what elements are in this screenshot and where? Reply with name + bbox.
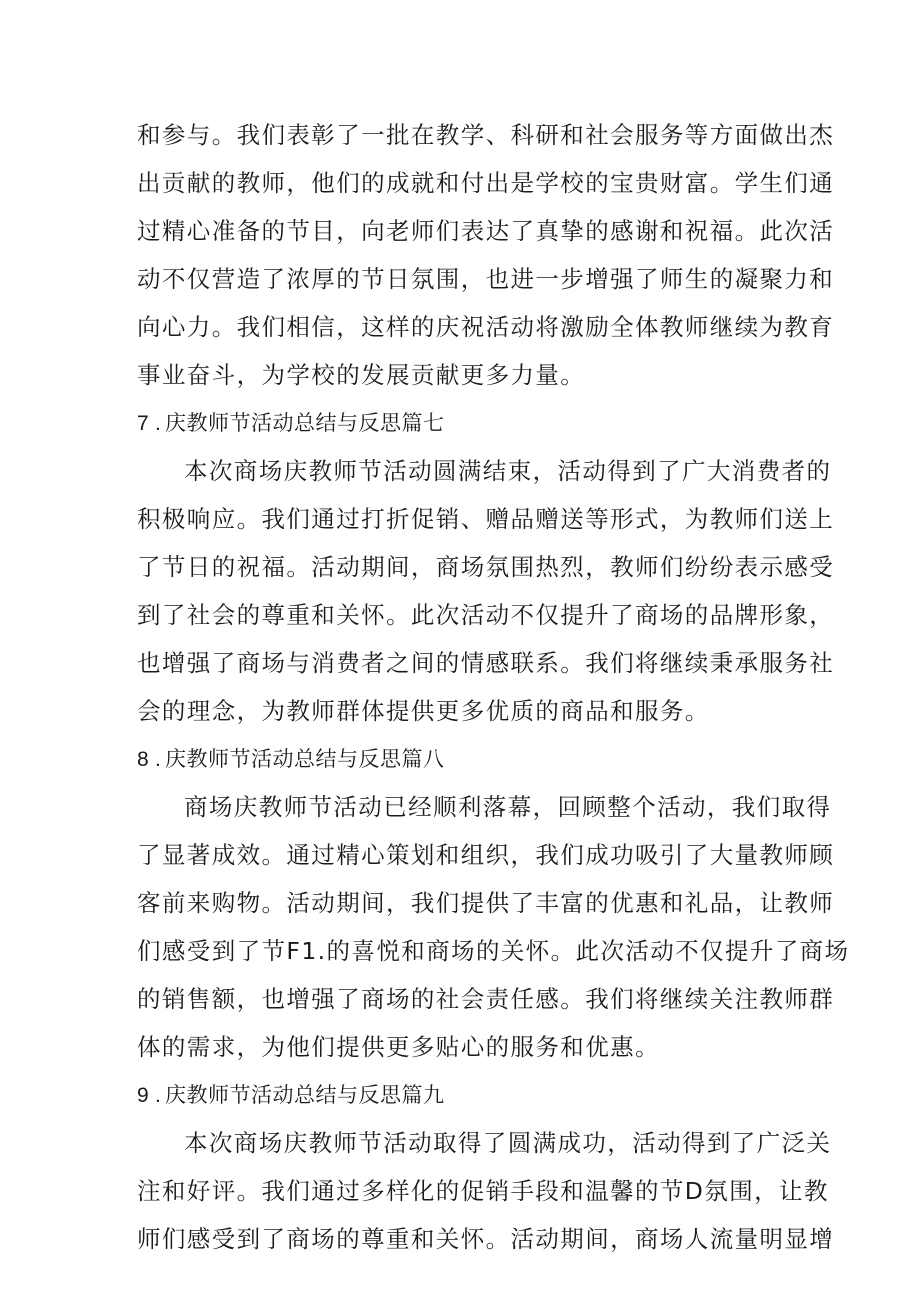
paragraph-line: 出贡献的教师，他们的成就和付出是学校的宝贵财富。学生们通 (137, 169, 835, 197)
section-title: 庆教师节活动总结与反思篇九 (165, 1083, 445, 1107)
paragraph-line: 到了社会的尊重和关怀。此次活动不仅提升了商场的品牌形象， (137, 601, 835, 629)
paragraph-line: 们感受到了节F1.的喜悦和商场的关怀。此次活动不仅提升了商场 (137, 937, 850, 965)
paragraph-line: 的销售额，也增强了商场的社会责任感。我们将继续关注教师群 (137, 985, 835, 1013)
section-number: 8 (137, 748, 150, 771)
paragraph-line: 向心力。我们相信，这样的庆祝活动将激励全体教师继续为教育 (137, 313, 835, 341)
section6-tail (137, 111, 835, 399)
section-number-dot: . (155, 1084, 162, 1107)
section-8 (137, 735, 850, 1071)
section-heading (137, 399, 787, 447)
section-9 (137, 1071, 835, 1263)
paragraph-line: 注和好评。我们通过多样化的促销手段和温馨的节D氛围，让教 (137, 1177, 829, 1205)
paragraph-line: 本次商场庆教师节活动圆满结束，活动得到了广大消费者的 (184, 457, 832, 485)
paragraph-line: 事业奋斗，为学校的发展贡献更多力量。 (137, 361, 586, 389)
section-heading (137, 735, 787, 783)
section-number: 9 (137, 1084, 150, 1107)
paragraph-line: 了显著成效。通过精心策划和组织，我们成功吸引了大量教师顾 (137, 841, 835, 869)
section-number-dot: . (155, 748, 162, 771)
paragraph-line: 积极响应。我们通过打折促销、赠品赠送等形式，为教师们送上 (137, 505, 835, 533)
section-title: 庆教师节活动总结与反思篇七 (165, 411, 445, 435)
paragraph-line: 商场庆教师节活动已经顺利落幕，回顾整个活动，我们取得 (184, 793, 832, 821)
section-title: 庆教师节活动总结与反思篇八 (165, 747, 445, 771)
paragraph-line: 本次商场庆教师节活动取得了圆满成功，活动得到了广泛关 (184, 1129, 832, 1157)
paragraph-line: 动不仅营造了浓厚的节日氛围，也进一步增强了师生的凝聚力和 (137, 265, 835, 293)
section-number: 7 (137, 412, 150, 435)
paragraph-line: 客前来购物。活动期间，我们提供了丰富的优惠和礼品，让教师 (137, 889, 835, 917)
section-7 (137, 399, 835, 735)
paragraph-line: 会的理念，为教师群体提供更多优质的商品和服务。 (137, 697, 710, 725)
section-number-dot: . (155, 412, 162, 435)
paragraph-line: 过精心准备的节目，向老师们表达了真挚的感谢和祝福。此次活 (137, 217, 835, 245)
paragraph-line: 了节日的祝福。活动期间，商场氛围热烈，教师们纷纷表示感受 (137, 553, 835, 581)
section-heading (137, 1071, 787, 1119)
paragraph-line: 也增强了商场与消费者之间的情感联系。我们将继续秉承服务社 (137, 649, 835, 677)
paragraph-line: 体的需求，为他们提供更多贴心的服务和优惠。 (137, 1033, 660, 1061)
paragraph-line: 师们感受到了商场的尊重和关怀。活动期间，商场人流量明显增 (137, 1225, 835, 1253)
paragraph-line: 和参与。我们表彰了一批在教学、科研和社会服务等方面做出杰 (137, 121, 835, 149)
document-body (137, 111, 850, 1263)
